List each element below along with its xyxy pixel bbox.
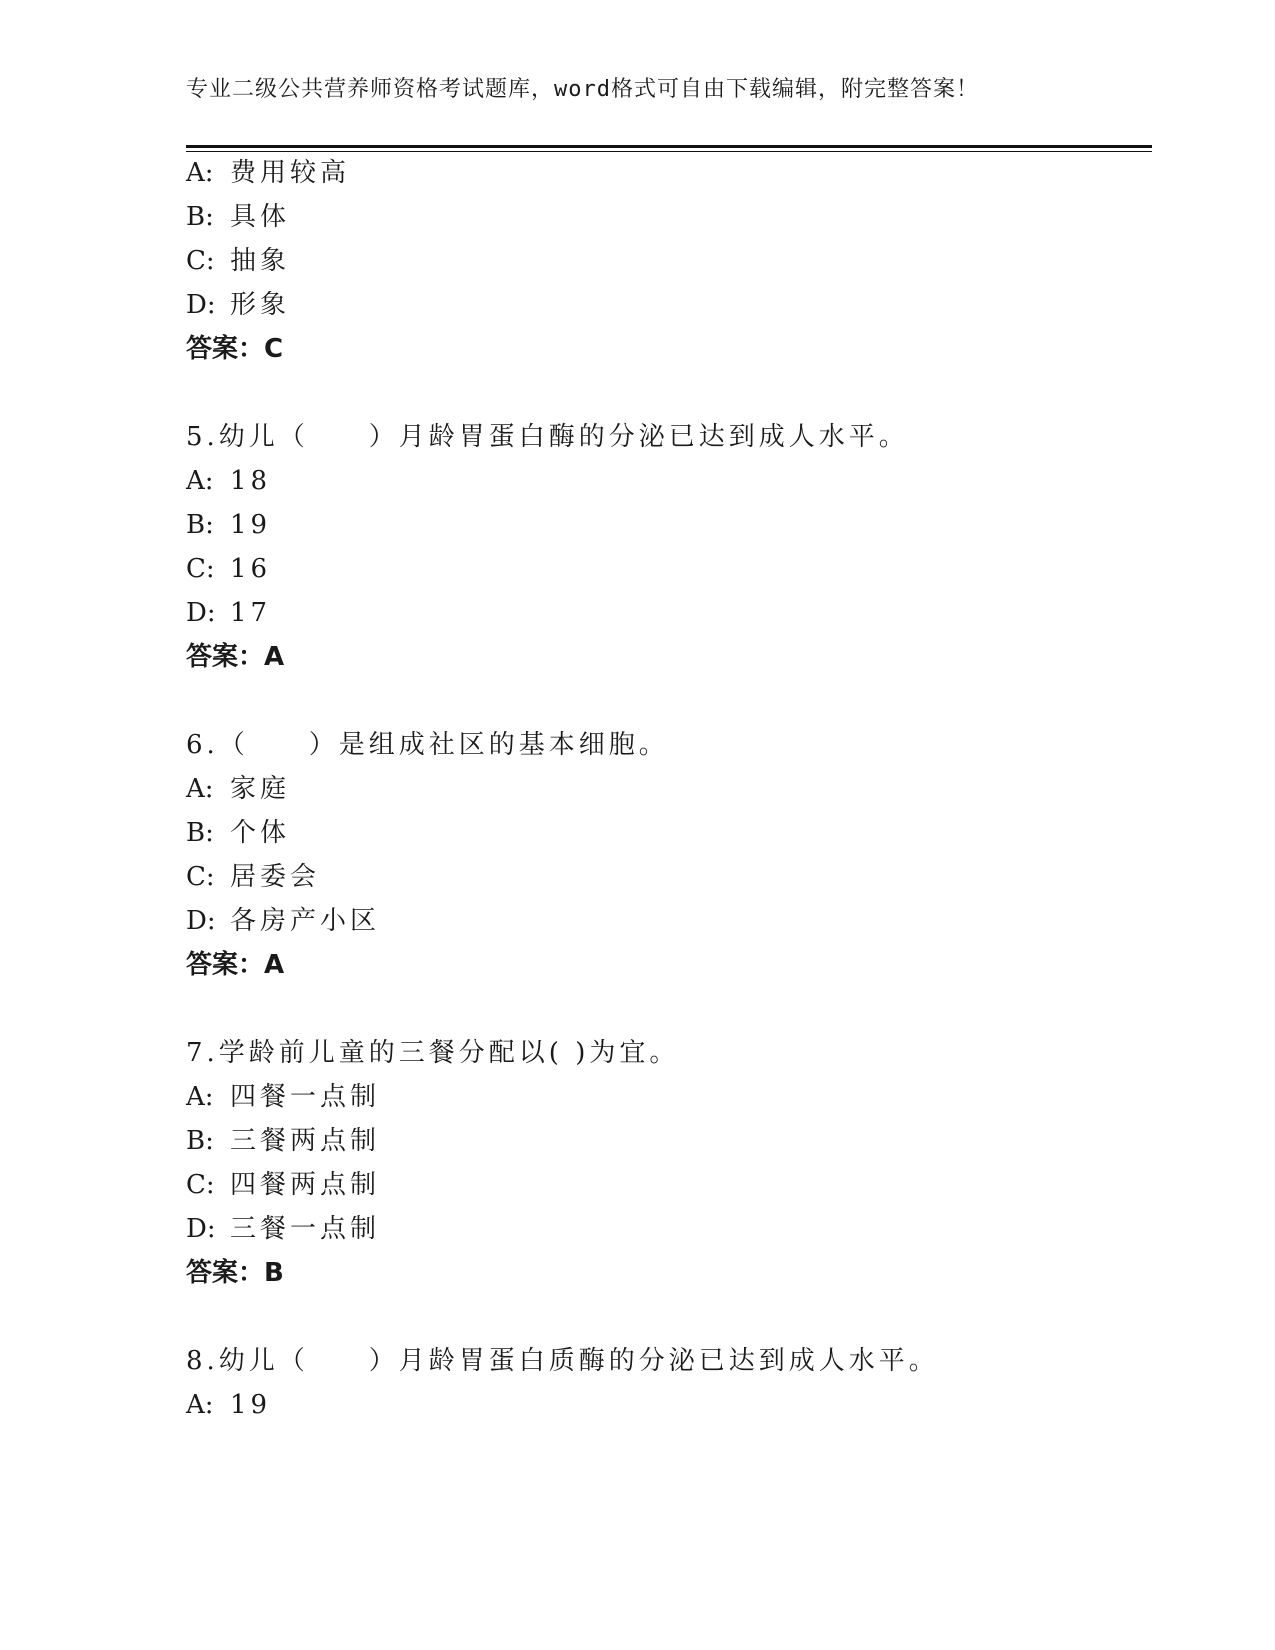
q4-option-d [186, 292, 290, 318]
option-key: A: [186, 1082, 214, 1112]
q7-option-c [186, 1172, 380, 1198]
option-key: C: [186, 862, 215, 892]
option-text: 居委会 [230, 862, 321, 892]
option-text: 费用较高 [230, 158, 351, 188]
option-key: D: [186, 1214, 216, 1244]
q7-answer: 答案：B [186, 1258, 284, 1288]
option-key: A: [186, 158, 214, 188]
option-key: B: [186, 818, 214, 848]
option-text: 形象 [230, 290, 291, 320]
q6-option-c [186, 864, 320, 890]
q5-stem: 5.幼儿（ ）月龄胃蛋白酶的分泌已达到成人水平。 [186, 422, 909, 452]
option-key: B: [186, 510, 214, 540]
q7-option-a [186, 1084, 380, 1110]
option-text: 16 [230, 554, 272, 584]
header-rule-thick [186, 145, 1152, 148]
page-header: 专业二级公共营养师资格考试题库，word格式可自由下载编辑，附完整答案！ [186, 77, 979, 102]
option-text: 各房产小区 [230, 906, 381, 936]
option-key: D: [186, 598, 216, 628]
option-text: 19 [230, 1390, 272, 1420]
q5-option-a [186, 468, 271, 494]
q8-stem: 8.幼儿（ ）月龄胃蛋白质酶的分泌已达到成人水平。 [186, 1346, 939, 1376]
option-key: D: [186, 906, 216, 936]
q4-option-b [186, 204, 290, 230]
q7-stem: 7.学龄前儿童的三餐分配以( )为宜。 [186, 1038, 680, 1068]
q5-option-c [186, 556, 271, 582]
option-key: A: [186, 1390, 214, 1420]
option-text: 具体 [230, 202, 291, 232]
q4-option-a [186, 160, 350, 186]
q6-stem: 6.（ ）是组成社区的基本细胞。 [186, 730, 669, 760]
option-text: 四餐一点制 [230, 1082, 381, 1112]
q6-option-b [186, 820, 290, 846]
option-key: B: [186, 1126, 214, 1156]
q6-answer: 答案：A [186, 950, 285, 980]
header-rule-thin [186, 151, 1152, 152]
q5-option-d [186, 600, 271, 626]
option-key: A: [186, 466, 214, 496]
option-key: C: [186, 554, 215, 584]
option-text: 19 [230, 510, 272, 540]
option-key: A: [186, 774, 214, 804]
option-key: D: [186, 290, 216, 320]
option-text: 四餐两点制 [230, 1170, 381, 1200]
option-key: C: [186, 1170, 215, 1200]
q4-option-c [186, 248, 290, 274]
option-text: 18 [230, 466, 272, 496]
option-text: 家庭 [230, 774, 291, 804]
option-text: 个体 [230, 818, 291, 848]
option-text: 三餐两点制 [230, 1126, 381, 1156]
option-key: B: [186, 202, 214, 232]
q8-option-a [186, 1392, 271, 1418]
option-key: C: [186, 246, 215, 276]
option-text: 17 [230, 598, 272, 628]
q6-option-a [186, 776, 290, 802]
q6-option-d [186, 908, 380, 934]
option-text: 三餐一点制 [230, 1214, 381, 1244]
q7-option-b [186, 1128, 380, 1154]
q7-option-d [186, 1216, 380, 1242]
q4-answer: 答案：C [186, 334, 284, 364]
option-text: 抽象 [230, 246, 291, 276]
q5-answer: 答案：A [186, 642, 285, 672]
q5-option-b [186, 512, 271, 538]
